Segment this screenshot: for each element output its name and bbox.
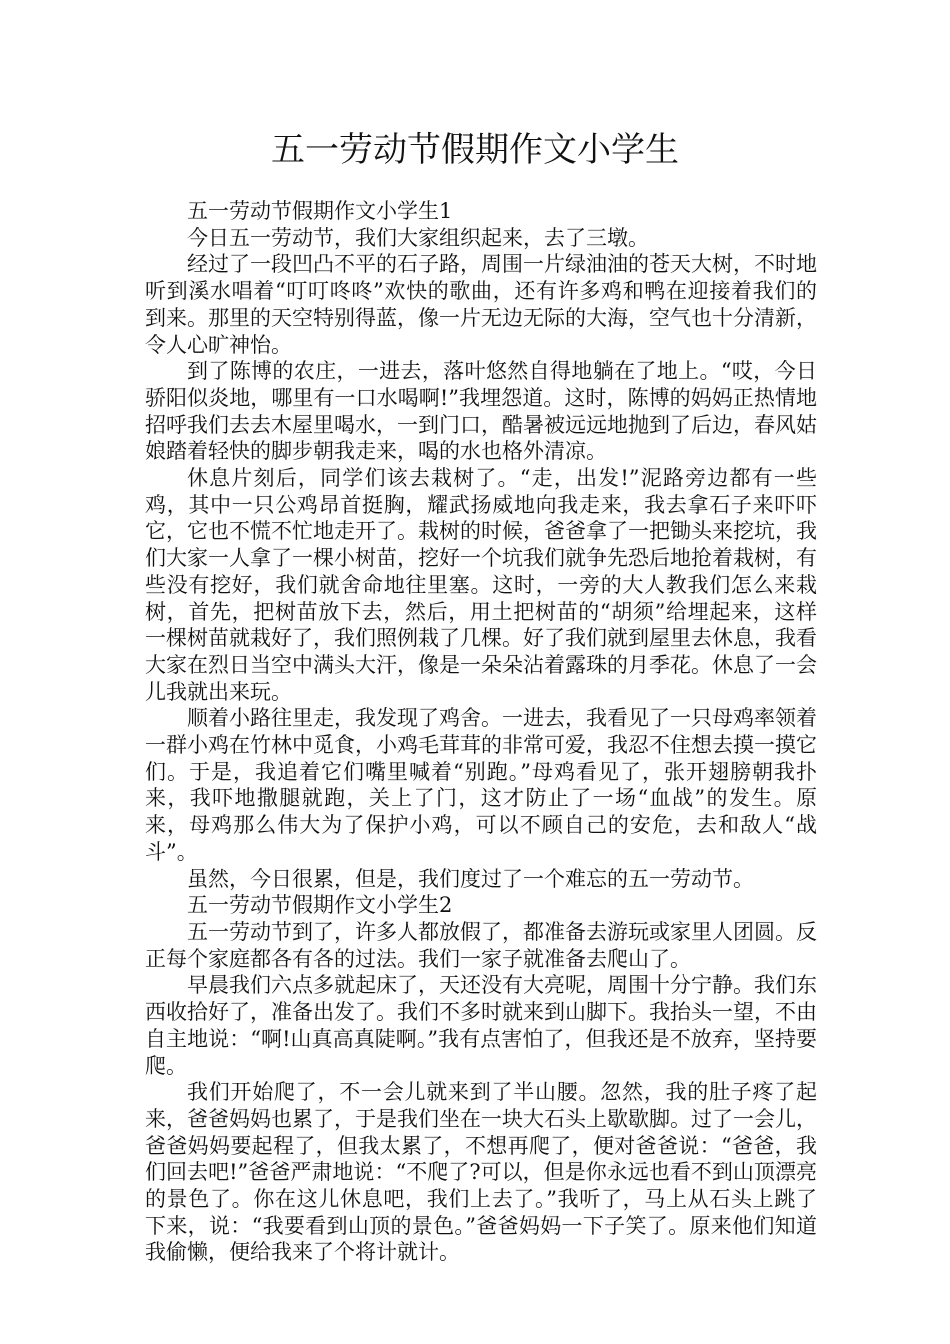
paragraph: 我们开始爬了，不一会儿就来到了半山腰。忽然，我的肚子疼了起来，爸爸妈妈也累了，于是我们坐在一块大石头上歇歇脚。过了一会儿，爸爸妈妈要起程了，但我太累了，不想再爬了，便对爸爸说：“爸爸，我们回去吧!”爸爸严肃地说：“不爬了?可以，但是你永远也看不到山顶漂亮的景色了。你在这儿休息吧，我们上去了。”我听了，马上从石头上跳了下来，说：“我要看到山顶的景色。”爸爸妈妈一下子笑了。原来他们知道我偷懒，便给我来了个将计就计。 <box>145 1080 817 1265</box>
page-title: 五一劳动节假期作文小学生 <box>271 130 679 170</box>
paragraph: 今日五一劳动节，我们大家组织起来，去了三墩。 <box>187 225 649 250</box>
paragraph: 五一劳动节到了，许多人都放假了，都准备去游玩或家里人团圆。反正每个家庭都各有各的过法。我们一家子就准备去爬山了。 <box>145 919 817 971</box>
paragraph: 虽然，今日很累，但是，我们度过了一个难忘的五一劳动节。 <box>187 866 754 891</box>
section-heading-1: 五一劳动节假期作文小学生1 <box>187 199 453 223</box>
paragraph: 休息片刻后，同学们该去栽树了。“走，出发!”泥路旁边都有一些鸡，其中一只公鸡昂首挺胸，耀武扬威地向我走来，我去拿石子来吓吓它，它也不慌不忙地走开了。栽树的时候，爸爸拿了一把锄头来挖坑，我们大家一人拿了一棵小树苗，挖好一个坑我们就争先恐后地抢着栽树，有些没有挖好，我们就舍命地往里塞。这时，一旁的大人教我们怎么来栽树，首先，把树苗放下去，然后，用土把树苗的“胡须”给埋起来，这样一棵树苗就栽好了，我们照例栽了几棵。好了我们就到屋里去休息，我看大家在烈日当空中满头大汗，像是一朵朵沾着露珠的月季花。休息了一会儿我就出来玩。 <box>145 466 817 704</box>
paragraph: 到了陈博的农庄，一进去，落叶悠然自得地躺在了地上。“哎，今日骄阳似炎地，哪里有一口水喝啊!”我埋怨道。这时，陈博的妈妈正热情地招呼我们去去木屋里喝水，一到门口，酷暑被远远地抛到了后边，春风姑娘踏着轻快的脚步朝我走来，喝的水也格外清凉。 <box>145 359 817 464</box>
section-heading-2: 五一劳动节假期作文小学生2 <box>187 893 453 918</box>
paragraph: 顺着小路往里走，我发现了鸡舍。一进去，我看见了一只母鸡率领着一群小鸡在竹林中觅食，小鸡毛茸茸的非常可爱，我忍不住想去摸一摸它们。于是，我追着它们嘴里喊着“别跑。”母鸡看见了，张开翅膀朝我扑来，我吓地撒腿就跑，关上了门，这才防止了一场“血战”的发生。原来，母鸡那么伟大为了保护小鸡，可以不顾自己的安危，去和敌人“战斗”。 <box>145 706 817 864</box>
article-body <box>145 198 817 1266</box>
paragraph: 经过了一段凹凸不平的石子路，周围一片绿油油的苍天大树，不时地听到溪水唱着“叮叮咚咚”欢快的歌曲，还有许多鸡和鸭在迎接着我们的到来。那里的天空特别得蓝，像一片无边无际的大海，空气也十分清新，令人心旷神怡。 <box>145 252 817 357</box>
paragraph: 早晨我们六点多就起床了，天还没有大亮呢，周围十分宁静。我们东西收拾好了，准备出发了。我们不多时就来到山脚下。我抬头一望，不由自主地说：“啊!山真高真陡啊。”我有点害怕了，但我还是不放弃，坚持要爬。 <box>145 973 817 1078</box>
